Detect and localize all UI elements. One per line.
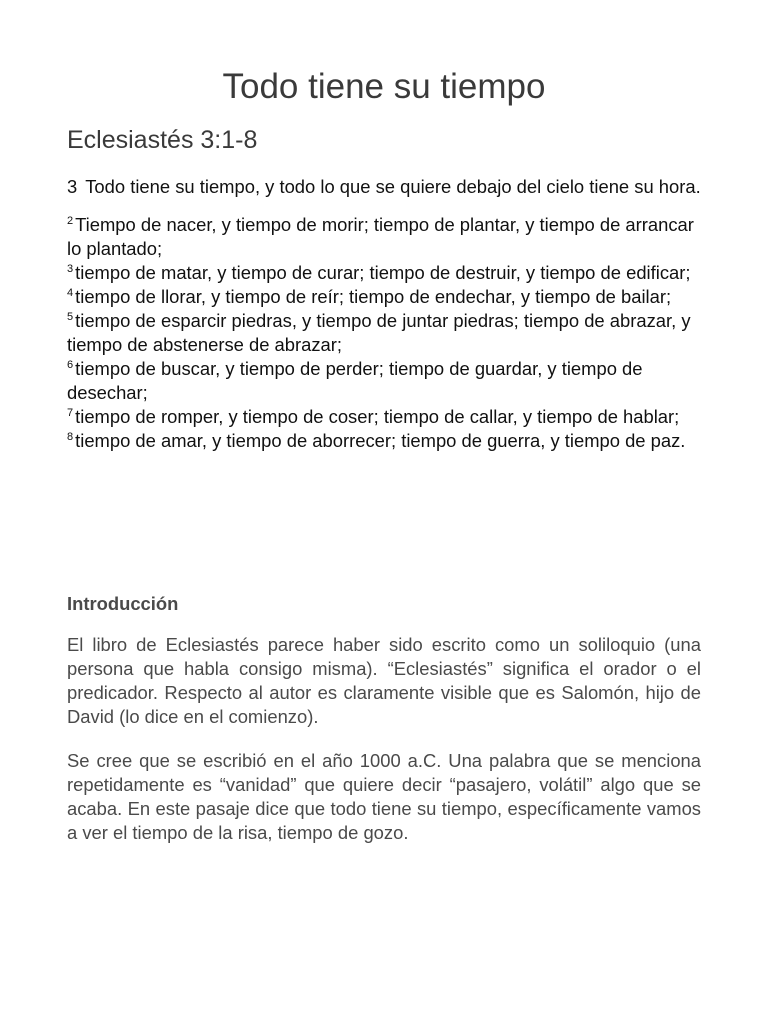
verse-8 xyxy=(67,429,707,453)
verse-number: 5 xyxy=(67,311,74,323)
verse-1 xyxy=(67,175,707,199)
verse-7 xyxy=(67,405,707,429)
verse-number: 8 xyxy=(67,431,74,443)
scripture-reference: Eclesiastés 3:1-8 xyxy=(67,126,258,154)
verse-text: tiempo de matar, y tiempo de curar; tiempo de destruir, y tiempo de edificar; xyxy=(75,262,691,283)
verse-number: 4 xyxy=(67,287,74,299)
body-paragraph: Se cree que se escribió en el año 1000 a.C. Una palabra que se menciona repetidamente es “vanidad” que quiere decir “pasajero, volátil” algo que se acaba. En este pasaje dice que todo tiene su tiempo, específicamente vamos a ver el tiempo de la risa, tiempo de gozo. xyxy=(67,750,701,843)
verse-3 xyxy=(67,261,707,285)
verse-text: tiempo de amar, y tiempo de aborrecer; tiempo de guerra, y tiempo de paz. xyxy=(75,430,686,451)
section-heading: Introducción xyxy=(67,593,179,614)
verse-6 xyxy=(67,357,707,405)
verse-text: Todo tiene su tiempo, y todo lo que se quiere debajo del cielo tiene su hora. xyxy=(85,176,701,197)
verse-number: 7 xyxy=(67,407,74,419)
body-paragraph: El libro de Eclesiastés parece haber sido escrito como un soliloquio (una persona que habla consigo misma). “Eclesiastés” significa el orador o el predicador. Respecto al autor es claramente visible que es Salomón, hijo de David (lo dice en el comienzo). xyxy=(67,634,701,727)
verse-number: 3 xyxy=(67,263,74,275)
scripture-passage xyxy=(67,175,707,453)
verse-text: Tiempo de nacer, y tiempo de morir; tiempo de plantar, y tiempo de arrancar lo plantado; xyxy=(67,214,694,259)
verse-text: tiempo de esparcir piedras, y tiempo de juntar piedras; tiempo de abrazar, y tiempo de abstenerse de abrazar; xyxy=(67,310,691,355)
verse-number: 6 xyxy=(67,359,74,371)
verse-text: tiempo de llorar, y tiempo de reír; tiempo de endechar, y tiempo de bailar; xyxy=(75,286,672,307)
verse-text: tiempo de buscar, y tiempo de perder; tiempo de guardar, y tiempo de desechar; xyxy=(67,358,643,403)
page-title: Todo tiene su tiempo xyxy=(222,67,546,106)
verse-text: tiempo de romper, y tiempo de coser; tiempo de callar, y tiempo de hablar; xyxy=(75,406,680,427)
verse-number: 3 xyxy=(67,176,78,197)
verse-4 xyxy=(67,285,707,309)
verse-2 xyxy=(67,213,707,261)
verse-number: 2 xyxy=(67,215,74,227)
verse-5 xyxy=(67,309,707,357)
